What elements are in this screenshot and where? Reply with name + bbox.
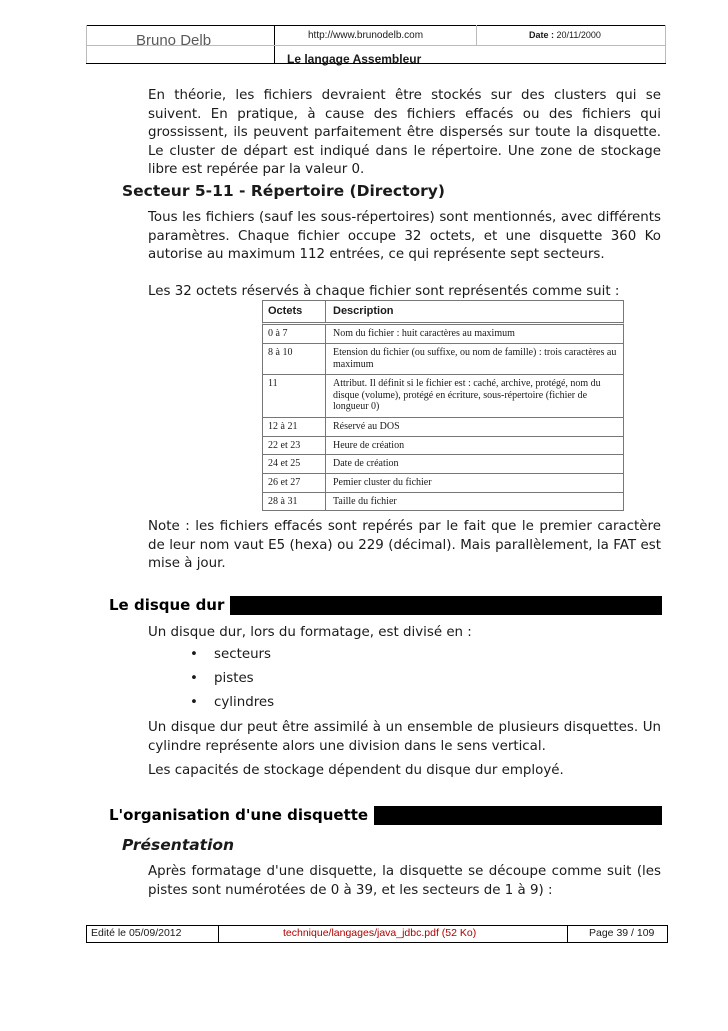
table-row <box>262 454 624 473</box>
table-cell-description: Attribut. Il définit si le fichier est : caché, archive, protégé, nom du disque (volume), protégé en écriture, sous-répertoire (fichier de longueur 0) <box>333 378 601 412</box>
list-item: pistes <box>214 671 254 686</box>
table-cell-octets: 26 et 27 <box>268 477 301 488</box>
table-cell-description: Date de création <box>333 458 399 469</box>
table-row <box>262 374 624 417</box>
table-cell-description: Réservé au DOS <box>333 421 400 432</box>
intro-paragraph: En théorie, les fichiers devraient être stockés sur des clusters qui se suivent. En pratique, à cause des fichiers effacés ou des fichiers qui grossissent, ils peuvent parfaitement être dispersés sur toute la disquette. Le cluster de départ est indiqué dans le répertoire. Une zone de stockage libre est repérée par la valeur 0. <box>148 88 661 177</box>
table-cell-octets: 24 et 25 <box>268 458 301 469</box>
header-date <box>529 30 601 40</box>
header-author: Bruno Delb <box>136 32 212 49</box>
table-cell-octets: 8 à 10 <box>268 347 293 358</box>
list-item-bullet: • <box>190 647 198 662</box>
heading-hard-disk-label: Le disque dur <box>109 596 230 615</box>
table-row <box>262 322 624 343</box>
table-cell-octets: 11 <box>268 378 278 389</box>
hard-disk-paragraph-1: Un disque dur, lors du formatage, est divisé en : <box>148 625 472 640</box>
hard-disk-paragraph-2: Un disque dur peut être assimilé à un ensemble de plusieurs disquettes. Un cylindre représente alors une division dans le sens vertical. <box>148 720 661 754</box>
presentation-title: Présentation <box>122 836 235 854</box>
hard-disk-paragraph-3: Les capacités de stockage dépendent du disque dur employé. <box>148 763 564 778</box>
list-item: cylindres <box>214 695 275 710</box>
heading-floppy-organisation-label: L'organisation d'une disquette <box>109 806 374 825</box>
directory-paragraph-1: Tous les fichiers (sauf les sous-répertoires) sont mentionnés, avec différents paramètres. Chaque fichier occupe 32 octets, et une disquette 360 Ko autorise au maximum 112 entrées, ce qui représente sept secteurs. <box>148 210 661 262</box>
heading-floppy-organisation <box>109 806 662 825</box>
footer-edited-date: Edité le 05/09/2012 <box>91 927 182 939</box>
table-row <box>262 343 624 374</box>
table-cell-description: Etension du fichier (ou suffixe, ou nom de famille) : trois caractères au maximum <box>333 347 617 370</box>
header-title: Le langage Assembleur <box>287 52 422 66</box>
list-item-bullet: • <box>190 695 198 710</box>
table-row <box>262 492 624 511</box>
table-row <box>262 436 624 454</box>
presentation-paragraph: Après formatage d'une disquette, la disquette se découpe comme suit (les pistes sont numérotées de 0 à 39, et les secteurs de 1 à 9) : <box>148 864 661 898</box>
header-url[interactable]: http://www.brunodelb.com <box>308 30 424 41</box>
page-header <box>86 25 666 66</box>
note-paragraph: Note : les fichiers effacés sont repérés par le fait que le premier caractère de leur nom vaut E5 (hexa) ou 229 (décimal). Mais parallèlement, la FAT est mise à jour. <box>148 519 661 571</box>
table-cell-octets: 22 et 23 <box>268 440 301 451</box>
page-footer <box>86 925 668 943</box>
directory-entry-table <box>262 300 624 511</box>
table-cell-description: Taille du fichier <box>333 496 397 507</box>
table-row <box>262 417 624 436</box>
footer-file-link[interactable]: technique/langages/java_jdbc.pdf (52 Ko) <box>283 927 477 939</box>
table-row <box>262 473 624 492</box>
list-item-bullet: • <box>190 671 198 686</box>
heading-hard-disk <box>109 596 662 615</box>
table-header-row <box>262 300 624 322</box>
table-cell-octets: 12 à 21 <box>268 421 298 432</box>
list-item: secteurs <box>214 647 272 662</box>
section-directory-title: Secteur 5-11 - Répertoire (Directory) <box>122 182 445 200</box>
table-cell-description: Pemier cluster du fichier <box>333 477 432 488</box>
directory-paragraph-2: Les 32 octets réservés à chaque fichier sont représentés comme suit : <box>148 284 620 299</box>
footer-page-number: Page 39 / 109 <box>589 927 655 939</box>
table-header-octets: Octets <box>268 305 303 317</box>
header-date-label: Date : <box>529 30 555 40</box>
header-date-value: 20/11/2000 <box>556 30 601 40</box>
table-cell-description: Heure de création <box>333 440 405 451</box>
table-header-description: Description <box>333 305 394 317</box>
table-cell-octets: 0 à 7 <box>268 328 288 339</box>
table-cell-description: Nom du fichier : huit caractères au maximum <box>333 328 515 339</box>
table-cell-octets: 28 à 31 <box>268 496 298 507</box>
